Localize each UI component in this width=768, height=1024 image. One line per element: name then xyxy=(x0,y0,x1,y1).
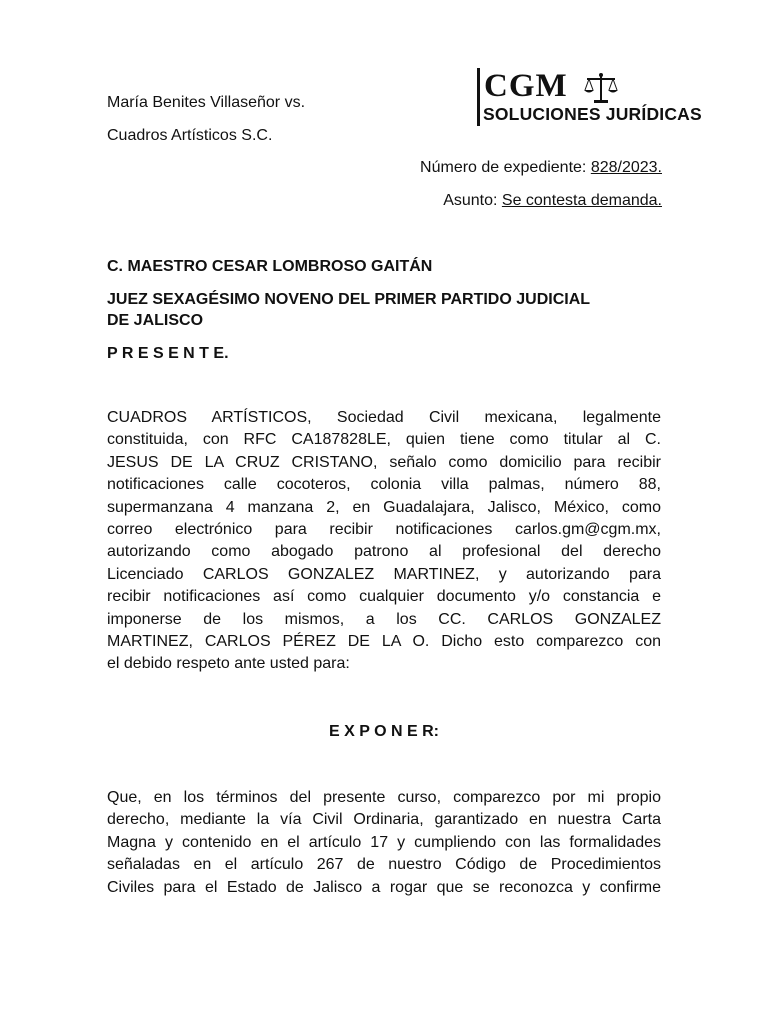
paragraph-line: Civiles para el Estado de Jalisco a rogar que se reconozca y confirme xyxy=(107,878,661,896)
paragraph-line: constituida, con RFC CA187828LE, quien tiene como titular al C. xyxy=(107,431,661,449)
paragraph-line: derecho, mediante la vía Civil Ordinaria, garantizado en nuestra Carta xyxy=(107,811,661,829)
scales-of-justice-icon xyxy=(581,70,621,106)
body-paragraph xyxy=(107,787,661,899)
case-subject-label: Asunto: xyxy=(443,192,502,209)
logo-brand: CGM xyxy=(484,68,568,104)
paragraph-line: notificaciones calle cocoteros, colonia villa palmas, número 88, xyxy=(107,476,661,494)
presente-heading: P R E S E N T E. xyxy=(107,345,229,362)
paragraph-line: autorizando como abogado patrono al profesional del derecho xyxy=(107,543,661,561)
paragraph-line: el debido respeto ante usted para: xyxy=(107,655,350,673)
paragraph-line: señaladas en el artículo 267 de nuestro Código de Procedimientos xyxy=(107,856,661,874)
logo-divider xyxy=(477,68,480,126)
paragraph-line: imponerse de los mismos, a los CC. CARLOS GONZALEZ xyxy=(107,610,661,628)
paragraph-line: Licenciado CARLOS GONZALEZ MARTINEZ, y autorizando para xyxy=(107,565,661,583)
case-number xyxy=(420,157,662,179)
section-heading: E X P O N E R: xyxy=(329,723,439,740)
addressee-title-line2: DE JALISCO xyxy=(107,312,204,329)
paragraph-line: Que, en los términos del presente curso, comparezco por mi propio xyxy=(107,789,661,806)
addressee-title-line1: JUEZ SEXAGÉSIMO NOVENO DEL PRIMER PARTIDO JUDICIAL xyxy=(107,291,591,308)
party-plaintiff: María Benites Villaseñor vs. xyxy=(107,94,306,111)
paragraph-line: CUADROS ARTÍSTICOS, Sociedad Civil mexicana, legalmente xyxy=(107,409,661,426)
paragraph-line: recibir notificaciones así como cualquier documento y/o constancia e xyxy=(107,588,661,606)
paragraph-line: Magna y contenido en el artículo 17 y cumpliendo con las formalidades xyxy=(107,833,661,851)
paragraph-line: JESUS DE LA CRUZ CRISTANO, señalo como domicilio para recibir xyxy=(107,453,661,471)
logo-tagline: SOLUCIONES JURÍDICAS xyxy=(483,104,702,124)
addressee-name: C. MAESTRO CESAR LOMBROSO GAITÁN xyxy=(107,258,433,275)
case-number-value: 828/2023. xyxy=(590,159,662,176)
party-defendant: Cuadros Artísticos S.C. xyxy=(107,127,273,144)
case-number-label: Número de expediente: xyxy=(420,159,591,176)
firm-logo xyxy=(473,66,723,128)
paragraph-line: MARTINEZ, CARLOS PÉREZ DE LA O. Dicho esto comparezco con xyxy=(107,633,661,651)
intro-paragraph xyxy=(107,407,661,676)
case-subject-value: Se contesta demanda. xyxy=(501,192,662,209)
case-subject xyxy=(443,190,662,212)
paragraph-line: supermanzana 4 manzana 2, en Guadalajara, Jalisco, México, como xyxy=(107,498,661,516)
paragraph-line: correo electrónico para recibir notificaciones carlos.gm@cgm.mx, xyxy=(107,521,661,539)
